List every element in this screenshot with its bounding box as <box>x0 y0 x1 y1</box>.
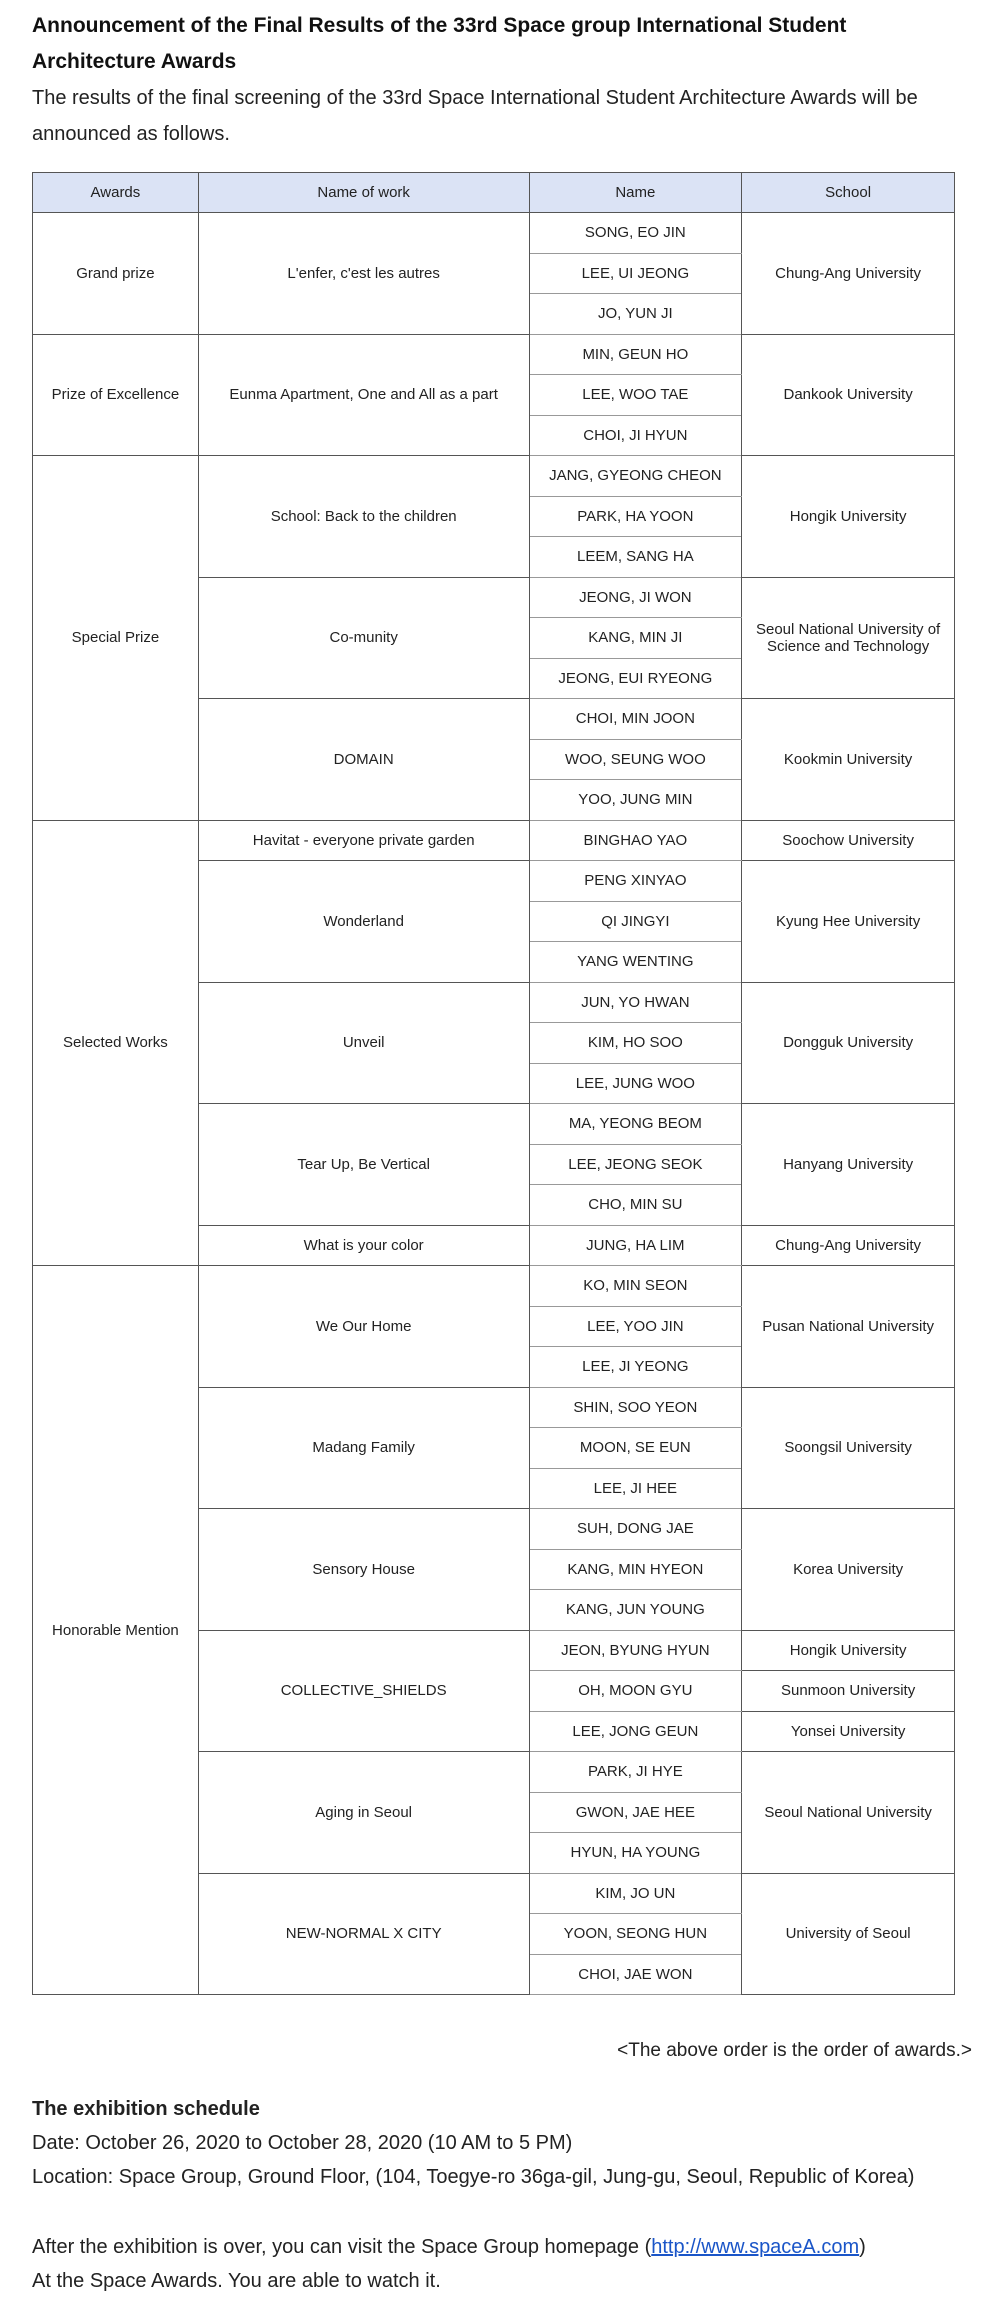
table-header-row <box>33 173 955 213</box>
student-name: SUH, DONG JAE <box>529 1509 742 1550</box>
student-name: OH, MOON GYU <box>529 1671 742 1712</box>
student-name: PENG XINYAO <box>529 861 742 902</box>
student-name: LEE, JI YEONG <box>529 1347 742 1388</box>
header-work: Name of work <box>198 173 529 213</box>
work-title: School: Back to the children <box>198 456 529 578</box>
header-awards: Awards <box>33 173 199 213</box>
work-title: Sensory House <box>198 1509 529 1631</box>
footer-line-2: At the Space Awards. You are able to watch it. <box>32 2270 441 2292</box>
work-title: Unveil <box>198 982 529 1104</box>
student-name: LEEM, SANG HA <box>529 537 742 578</box>
homepage-link[interactable]: http://www.spaceA.com <box>651 2236 860 2258</box>
student-name: YOON, SEONG HUN <box>529 1914 742 1955</box>
student-name: MOON, SE EUN <box>529 1428 742 1469</box>
footer-line-1 <box>32 2230 972 2264</box>
student-name: BINGHAO YAO <box>529 820 742 861</box>
schedule-location: Location: Space Group, Ground Floor, (104, Toegye-ro 36ga-gil, Jung-gu, Seoul, Republic of Korea) <box>32 2166 915 2188</box>
student-name: KANG, MIN JI <box>529 618 742 659</box>
award-category: Selected Works <box>33 820 199 1266</box>
award-category: Honorable Mention <box>33 1266 199 1995</box>
student-name: YOO, JUNG MIN <box>529 780 742 821</box>
student-name: JEONG, JI WON <box>529 577 742 618</box>
work-title: Wonderland <box>198 861 529 983</box>
student-name: JEONG, EUI RYEONG <box>529 658 742 699</box>
table-row <box>33 213 955 254</box>
exhibition-schedule <box>32 2092 972 2194</box>
award-category: Special Prize <box>33 456 199 821</box>
school-name: Chung-Ang University <box>742 1225 955 1266</box>
student-name: CHOI, JI HYUN <box>529 415 742 456</box>
award-category: Grand prize <box>33 213 199 335</box>
student-name: JO, YUN JI <box>529 294 742 335</box>
student-name: KIM, JO UN <box>529 1873 742 1914</box>
work-title: Tear Up, Be Vertical <box>198 1104 529 1226</box>
work-title: We Our Home <box>198 1266 529 1388</box>
student-name: SONG, EO JIN <box>529 213 742 254</box>
student-name: LEE, JEONG SEOK <box>529 1144 742 1185</box>
school-name: Pusan National University <box>742 1266 955 1388</box>
school-name: Dongguk University <box>742 982 955 1104</box>
student-name: JUNG, HA LIM <box>529 1225 742 1266</box>
student-name: HYUN, HA YOUNG <box>529 1833 742 1874</box>
student-name: PARK, HA YOON <box>529 496 742 537</box>
work-title: NEW-NORMAL X CITY <box>198 1873 529 1995</box>
student-name: PARK, JI HYE <box>529 1752 742 1793</box>
student-name: MIN, GEUN HO <box>529 334 742 375</box>
student-name: QI JINGYI <box>529 901 742 942</box>
school-name: Kookmin University <box>742 699 955 821</box>
work-title: DOMAIN <box>198 699 529 821</box>
work-title: Madang Family <box>198 1387 529 1509</box>
footer-text-after: ) <box>859 2236 866 2258</box>
school-name: Seoul National University of Science and Technology <box>742 577 955 699</box>
school-name: Hongik University <box>742 456 955 578</box>
school-name: Korea University <box>742 1509 955 1631</box>
student-name: WOO, SEUNG WOO <box>529 739 742 780</box>
student-name: JEON, BYUNG HYUN <box>529 1630 742 1671</box>
footer <box>32 2230 972 2298</box>
work-title: What is your color <box>198 1225 529 1266</box>
student-name: CHO, MIN SU <box>529 1185 742 1226</box>
student-name: KIM, HO SOO <box>529 1023 742 1064</box>
work-title: Eunma Apartment, One and All as a part <box>198 334 529 456</box>
work-title: Aging in Seoul <box>198 1752 529 1874</box>
work-title: Havitat - everyone private garden <box>198 820 529 861</box>
intro-text: The results of the final screening of the 33rd Space International Student Architecture Awards will be announced as follows. <box>32 87 918 145</box>
student-name: LEE, UI JEONG <box>529 253 742 294</box>
student-name: LEE, JUNG WOO <box>529 1063 742 1104</box>
student-name: LEE, JI HEE <box>529 1468 742 1509</box>
school-name: Hanyang University <box>742 1104 955 1226</box>
student-name: CHOI, JAE WON <box>529 1954 742 1995</box>
student-name: YANG WENTING <box>529 942 742 983</box>
student-name: KANG, JUN YOUNG <box>529 1590 742 1631</box>
student-name: LEE, YOO JIN <box>529 1306 742 1347</box>
school-name: Soochow University <box>742 820 955 861</box>
student-name: GWON, JAE HEE <box>529 1792 742 1833</box>
announcement <box>32 0 972 152</box>
student-name: SHIN, SOO YEON <box>529 1387 742 1428</box>
student-name: LEE, WOO TAE <box>529 375 742 416</box>
work-title: COLLECTIVE_SHIELDS <box>198 1630 529 1752</box>
order-note: <The above order is the order of awards.> <box>617 2040 972 2061</box>
table-row <box>33 456 955 497</box>
student-name: JUN, YO HWAN <box>529 982 742 1023</box>
school-name: Kyung Hee University <box>742 861 955 983</box>
school-name: Chung-Ang University <box>742 213 955 335</box>
awards-table <box>32 172 955 1995</box>
school-name: Seoul National University <box>742 1752 955 1874</box>
school-name: Soongsil University <box>742 1387 955 1509</box>
header-school: School <box>742 173 955 213</box>
table-row <box>33 820 955 861</box>
school-name: Dankook University <box>742 334 955 456</box>
student-name: MA, YEONG BEOM <box>529 1104 742 1145</box>
schedule-date: Date: October 26, 2020 to October 28, 2020 (10 AM to 5 PM) <box>32 2132 573 2154</box>
work-title: L'enfer, c'est les autres <box>198 213 529 335</box>
table-row <box>33 334 955 375</box>
school-name: University of Seoul <box>742 1873 955 1995</box>
table-row <box>33 1266 955 1307</box>
school-name: Yonsei University <box>742 1711 955 1752</box>
schedule-heading: The exhibition schedule <box>32 2098 260 2120</box>
student-name: CHOI, MIN JOON <box>529 699 742 740</box>
student-name: JANG, GYEONG CHEON <box>529 456 742 497</box>
work-title: Co-munity <box>198 577 529 699</box>
student-name: KO, MIN SEON <box>529 1266 742 1307</box>
student-name: LEE, JONG GEUN <box>529 1711 742 1752</box>
page-title: Announcement of the Final Results of the 33rd Space group International Student Architecture Awards <box>32 14 847 73</box>
footer-text-before: After the exhibition is over, you can visit the Space Group homepage ( <box>32 2236 652 2258</box>
awards-table-body <box>33 213 955 1995</box>
header-name: Name <box>529 173 742 213</box>
award-category: Prize of Excellence <box>33 334 199 456</box>
school-name: Sunmoon University <box>742 1671 955 1712</box>
student-name: KANG, MIN HYEON <box>529 1549 742 1590</box>
school-name: Hongik University <box>742 1630 955 1671</box>
